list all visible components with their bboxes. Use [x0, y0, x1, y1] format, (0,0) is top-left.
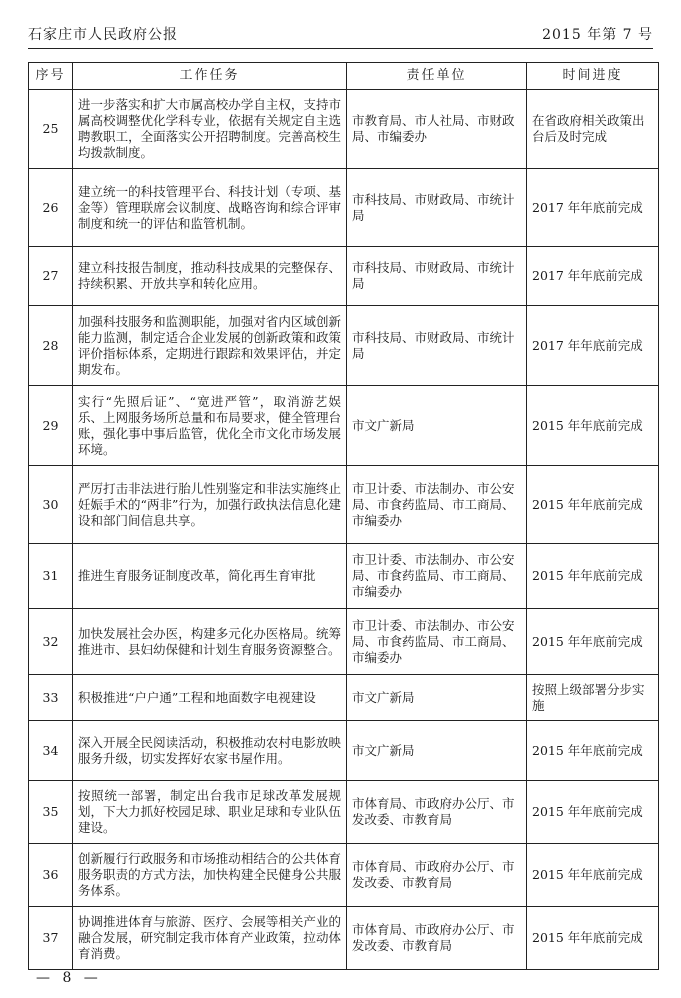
row-number: 30 [29, 466, 73, 544]
row-unit: 市卫计委、市法制办、市公安局、市食药监局、市工商局、市编委办 [347, 609, 527, 675]
column-header-unit: 责任单位 [347, 63, 527, 90]
issue-number: 2015 年第 7 号 [542, 27, 653, 43]
row-number: 35 [29, 781, 73, 844]
table-row [29, 306, 659, 386]
row-number: 27 [29, 247, 73, 306]
row-task: 加强科技服务和监测职能，加强对省内区域创新能力监测，制定适合企业发展的创新政策和政策评价指标体系，定期进行跟踪和效果评估，并定期发布。 [73, 306, 347, 386]
row-time: 2015 年年底前完成 [527, 386, 659, 466]
column-header-number: 序号 [29, 63, 73, 90]
table-row [29, 90, 659, 169]
row-unit: 市科技局、市财政局、市统计局 [347, 306, 527, 386]
row-unit: 市体育局、市政府办公厅、市发改委、市教育局 [347, 844, 527, 907]
row-unit: 市科技局、市财政局、市统计局 [347, 247, 527, 306]
row-number: 29 [29, 386, 73, 466]
row-task: 建立统一的科技管理平台、科技计划（专项、基金等）管理联席会议制度、战略咨询和综合评审制度和统一的评估和监管机制。 [73, 169, 347, 247]
row-task: 建立科技报告制度，推动科技成果的完整保存、持续积累、开放共享和转化应用。 [73, 247, 347, 306]
row-time: 2015 年年底前完成 [527, 466, 659, 544]
row-time: 2015 年年底前完成 [527, 721, 659, 781]
table-row [29, 675, 659, 721]
task-table [28, 62, 659, 970]
table-header-row [29, 63, 659, 90]
row-time: 在省政府相关政策出台后及时完成 [527, 90, 659, 169]
row-task: 创新履行行政服务和市场推动相结合的公共体育服务职责的方式方法，加快构建全民健身公共服务体系。 [73, 844, 347, 907]
row-task: 按照统一部署，制定出台我市足球改革发展规划，下大力抓好校园足球、职业足球和专业队伍建设。 [73, 781, 347, 844]
row-unit: 市文广新局 [347, 386, 527, 466]
row-task: 加快发展社会办医，构建多元化办医格局。统筹推进市、县妇幼保健和计划生育服务资源整合。 [73, 609, 347, 675]
row-task: 协调推进体育与旅游、医疗、会展等相关产业的融合发展，研究制定我市体育产业政策，拉动体育消费。 [73, 907, 347, 970]
table-row [29, 721, 659, 781]
row-unit: 市体育局、市政府办公厅、市发改委、市教育局 [347, 781, 527, 844]
row-unit: 市科技局、市财政局、市统计局 [347, 169, 527, 247]
row-time: 2015 年年底前完成 [527, 609, 659, 675]
table-row [29, 386, 659, 466]
row-unit: 市文广新局 [347, 721, 527, 781]
row-time: 2017 年年底前完成 [527, 306, 659, 386]
row-task: 实行“先照后证”、“宽进严管”，取消游艺娱乐、上网服务场所总量和布局要求，健全管理台账，强化事中事后监管，优化全市文化市场发展环境。 [73, 386, 347, 466]
row-unit: 市卫计委、市法制办、市公安局、市食药监局、市工商局、市编委办 [347, 466, 527, 544]
table-row [29, 907, 659, 970]
table-row [29, 466, 659, 544]
row-number: 28 [29, 306, 73, 386]
row-number: 31 [29, 544, 73, 609]
row-unit: 市体育局、市政府办公厅、市发改委、市教育局 [347, 907, 527, 970]
row-number: 25 [29, 90, 73, 169]
row-number: 33 [29, 675, 73, 721]
row-unit: 市卫计委、市法制办、市公安局、市食药监局、市工商局、市编委办 [347, 544, 527, 609]
row-task: 进一步落实和扩大市属高校办学自主权，支持市属高校调整优化学科专业，依据有关规定自主选聘教职工，全面落实公开招聘制度。完善高校生均拨款制度。 [73, 90, 347, 169]
row-unit: 市教育局、市人社局、市财政局、市编委办 [347, 90, 527, 169]
row-task: 严厉打击非法进行胎儿性别鉴定和非法实施终止妊娠手术的“两非”行为，加强行政执法信息化建设和部门间信息共享。 [73, 466, 347, 544]
row-time: 2015 年年底前完成 [527, 544, 659, 609]
table-row [29, 544, 659, 609]
row-number: 36 [29, 844, 73, 907]
row-task: 深入开展全民阅读活动，积极推动农村电影放映服务升级，切实发挥好农家书屋作用。 [73, 721, 347, 781]
column-header-task: 工作任务 [73, 63, 347, 90]
row-time: 2015 年年底前完成 [527, 844, 659, 907]
row-time: 2017 年年底前完成 [527, 247, 659, 306]
page-header [28, 22, 653, 49]
row-task: 积极推进“户户通”工程和地面数字电视建设 [73, 675, 347, 721]
row-time: 2015 年年底前完成 [527, 781, 659, 844]
row-number: 32 [29, 609, 73, 675]
column-header-time: 时间进度 [527, 63, 659, 90]
row-task: 推进生育服务证制度改革，简化再生育审批 [73, 544, 347, 609]
table-row [29, 609, 659, 675]
table-row [29, 844, 659, 907]
page-number: — 8 — [36, 970, 102, 986]
row-unit: 市文广新局 [347, 675, 527, 721]
row-number: 37 [29, 907, 73, 970]
row-number: 26 [29, 169, 73, 247]
row-time: 2017 年年底前完成 [527, 169, 659, 247]
row-number: 34 [29, 721, 73, 781]
publication-title: 石家庄市人民政府公报 [28, 27, 178, 43]
table-row [29, 169, 659, 247]
table-row [29, 247, 659, 306]
row-time: 2015 年年底前完成 [527, 907, 659, 970]
table-row [29, 781, 659, 844]
row-time: 按照上级部署分步实施 [527, 675, 659, 721]
